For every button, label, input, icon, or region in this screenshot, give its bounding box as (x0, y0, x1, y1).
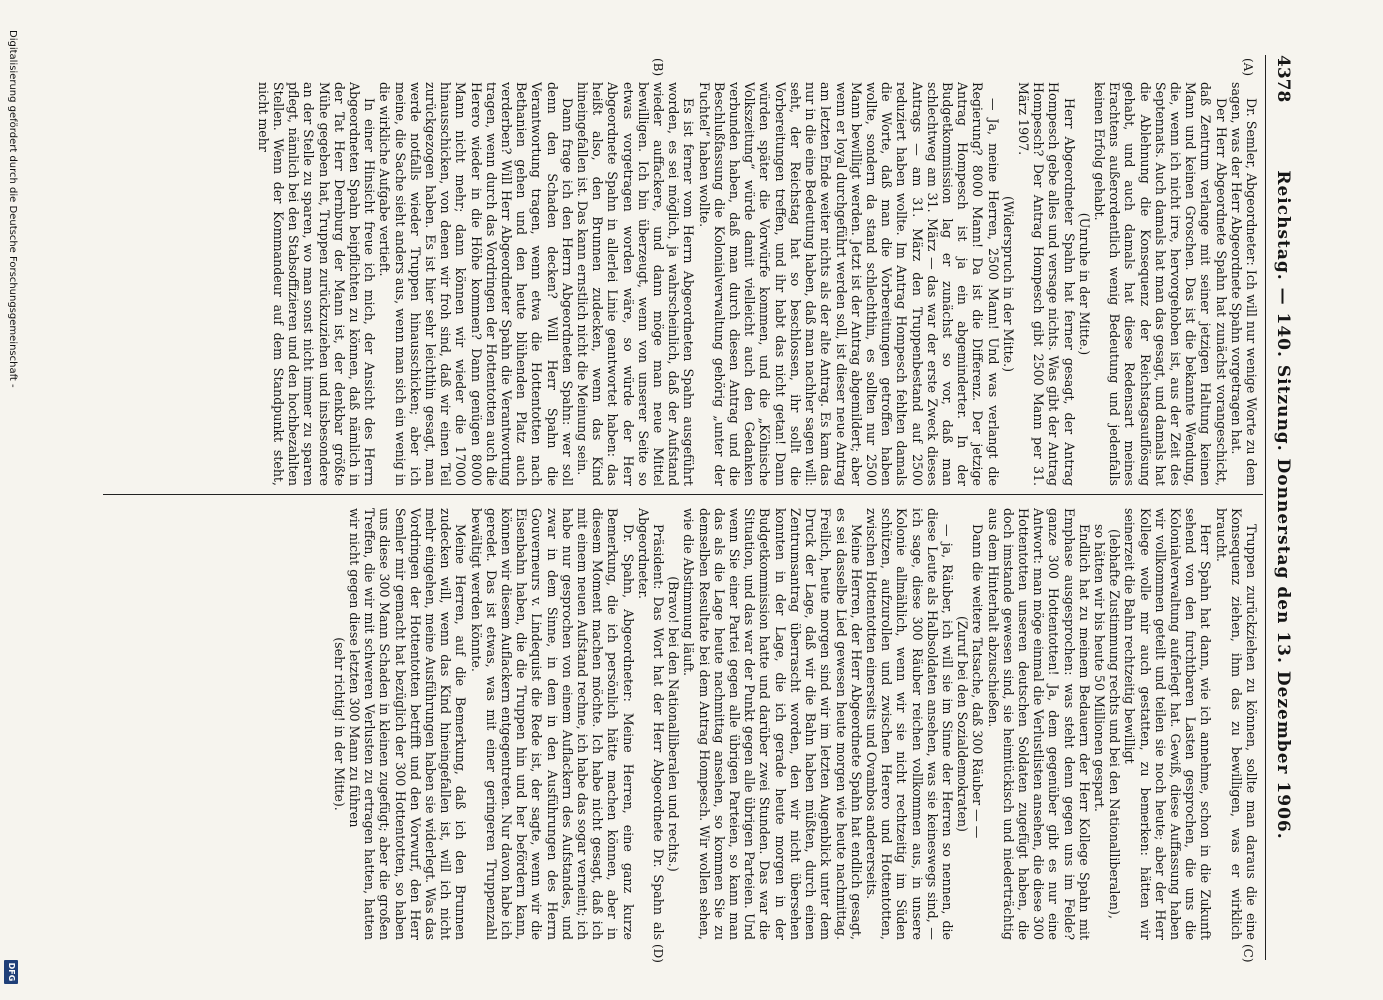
interjection: (Unruhe in der Mitte.) (1076, 212, 1092, 356)
interjection: (lebhafte Zustimmung rechts und bei den Nationalliberalen), (1107, 529, 1123, 919)
interjection: (Widerspruch in der Mitte.) (1000, 195, 1016, 373)
dfg-logo-icon: DFG (4, 960, 18, 984)
column-divider (103, 494, 1263, 495)
digitization-credit: Digitalisierung gefördert durch die Deutsche Forschungsgemeinschaft - (7, 30, 18, 388)
paragraph: so hätten wir bis heute 50 Millionen gespart. (1091, 524, 1107, 812)
digitization-footer (0, 0, 20, 1000)
page-title: Reichstag. — 140. Sitzung. Donnerstag den 13. Dezember 1906. (1273, 170, 1293, 840)
page-header (1269, 55, 1293, 955)
paragraph: Es ist ferner vom Herrn Abgeordneten Spahn ausgeführt worden, es sei möglich, ja wahrscheinlich, daß der Aufstand wieder auffackere, und dann möge man neue Mittel bewilligen. Ich bin überzeugt, wenn von unserer Seite so etwas vorgetragen worden wäre, so würde der Herr Abgeordnete Spahn in allerlei Linie geantwortet haben: das heißt also, den Brunnen zudecken, wenn das Kind hineingefallen ist. Das kann ernstlich nicht die Meinung sein. (575, 82, 697, 486)
paragraph: Herr Abgeordneter Spahn hat ferner gesagt, der Antrag Hompesch gebe alles und versage nichts. Was gibt der Antrag Hompesch? Der Antrag Hompesch gibt 2500 Mann per 31. März 1907. (1015, 82, 1077, 486)
paragraph: Meine Herren, auf die Bemerkung, daß ich den Brunnen zudecken will, wenn das Kind hineingefallen ist, will ich nicht mehr eingehen, meine Ausführungen haben sie widerlegt. Was das Vordringen der Hottentotten betrifft und den Vorwurf, den Herr Semler mir gemacht hat bezüglich der 300 Hottentotten, so haben uns diese 300 Mann Schaden in kleinen zugefügt; aber die großen Treffen, die wir mit schweren Verlusten zu ertragen hatten, hatten wir nicht gegen diese letzten 300 Mann zu führen (347, 508, 469, 940)
paragraph: Truppen zurückziehen zu können, sollte man daraus die eine Konsequenz ziehen, ihm das zu bewilligen, was er wirklich braucht. (1213, 508, 1259, 940)
paragraph: Endlich hat zu meinem Bedauern der Herr Kollege Spahn mit Emphase ausgesprochen: was steht denn gegen uns im Felde? ganze 300 Hottentotten! Ja, dem gegenüber gibt es nur eine Antwort: man möge einmal die Verlustlisten ansehen, die diese 300 Hottentotten unseren deutschen Soldaten zugefügt haben, die doch imstande gewesen sind, sie heimtückisch und niederträchtig aus dem Hinterhalt abzuschießen. (985, 508, 1092, 940)
interjection: (Zuruf bei den Sozialdemokraten) (955, 616, 971, 832)
paragraph: Dann die weitere Tatsache, daß 300 Räuber — — (970, 524, 986, 839)
paragraph: Meine Herren, der Herr Abgeordnete Spahn hat endlich gesagt, es sei dasselbe Lied gewesen heute morgen wie heute nachmittag. Freilich, heute morgen sind wir im letzten Augenblick unter dem Druck der Lage, daß wir die Bahn haben müßten, durch einen Zentrumsantrag überrascht worden, den wir nicht übersehen konnten in der Lage, die ich gerade heute morgen in der Budgetkommission hatte und darüber zwei Stunden. Das war die Situation, und das war der Punkt gegen alle übrigen Parteien. Und wenn Sie einer Partei gegen alle übrigen Parteien, so kann man das als die Lage heute nachmittag ansehen, so kommen Sie zu demselben Resultate bei dem Antrag Hompesch. Wir wollen sehen, wie die Abstimmung läuft. (681, 508, 864, 940)
margin-mark-c: (C) (1241, 944, 1255, 963)
header-rule (1265, 55, 1266, 960)
paragraph: Präsident: Das Wort hat der Herr Abgeordnete Dr. Spahn als Abgeordneter. (635, 508, 667, 940)
interjection: (sehr richtig! in der Mitte). (331, 637, 347, 811)
interjection: (Bravo! bei den Nationalliberalen und rechts.) (666, 576, 682, 872)
margin-mark-d: (D) (651, 944, 665, 963)
paragraph: Dr. Spahn, Abgeordneter: Meine Herren, eine ganz kurze Bemerkung, die ich persönlich hätte machen können, aber in diesem Moment machen möchte. Ich habe nicht gesagt, daß ich mit einem neuen Aufstand rechne, ich habe das sogar verneint; ich habe nur gesprochen von einem Auflackern des Aufstandes, und zwar in dem Sinne, in dem in den Ausführungen des Herrn Gouverneurs v. Lindequist die Rede ist, der sagte, wenn wir die Eisenbahn haben, die die Truppen hin und her befördern kann, können wir diesem Auflackern entgegentreten. Nur davon habe ich geredet. Das ist etwas, was mit einer geringeren Truppenzahl bewältigt werden könnte. (468, 508, 636, 940)
paragraph: Dr. Semler, Abgeordneter: Ich will nur wenige Worte zu dem sagen, was der Herr Abgeordnete Spahn vorgetragen hat. (1228, 82, 1259, 486)
right-column (84, 508, 1259, 940)
paragraph: Der Herr Abgeordnete Spahn hat zunächst vorangeschickt, daß Zentrum verlange mit seiner jetzigen Haltung keinen Mann und keinen Groschen. Das ist die bekannte Wendung, die, wenn ich nicht irre, hervorgehoben ist, aus der Zeit des Septennats. Auch damals hat man das gesagt, und damals hat die Ablehnung die Konsequenz der Reichstagsauflösung gehabt, und auch damals hat diese Redensart meines Erachtens außerordentlich wenig Bedeutung und jedenfalls keinen Erfolg gehabt. (1091, 82, 1229, 486)
paragraph: — Ja, meine Herren, 2500 Mann! Und was verlangt die Regierung? 8000 Mann! Da ist die Differenz. Der jetzige Antrag Hompesch ist ja ein abgeminderter. In der Budgetkommission lag er zunächst so vor, daß man schlechtweg am 31. März — das war der erste Zweck dieses Antrags — am 31. März den Truppenbestand auf 2500 reduziert haben wollte. Im Antrag Hompesch fehlten damals die Worte, daß man die Vorbereitungen getroffen haben wollte, sondern da stand schlechthin, es sollten nur 2500 Mann bewilligt werden. Jetzt ist der Antrag abgemildert; aber wenn er loyal durchgeführt werden soll, ist dieser neue Antrag am letzten Ende weiter nichts als der alte Antrag. Es kam das nur in die eine Bedeutung haben, daß man nachher sagen will: seht, der Reichstag hat so beschlossen, ihr sollt die Vorbereitungen treffen, und ihr habt das nicht getan! Dann würden später die Vorwürfe kommen, und die „Kölnische Volkszeitung“ würde damit vielleicht auch den Gedanken verbunden haben, daß man durch diesen Antrag und die Beschlußfassung die Kolonialverwaltung gehörig „unter der Fuchtel“ haben wollte. (696, 82, 1001, 486)
margin-mark-b: (B) (651, 58, 665, 77)
paragraph: Herr Spahn hat dann, wie ich annehme, schon in die Zukunft sehend von den furchtbaren Lasten gesprochen, die uns die Kolonialverwaltung auferlegt hat. Gewiß, diese Auffassung haben wir vollkommen geteilt und teilen sie noch heute; aber der Herr Kollege wolle mir auch gestatten, zu bemerken: hätten wir seinerzeit die Bahn rechtzeitig bewilligt (1122, 508, 1214, 940)
paragraph: — ja, Räuber, ich will sie im Sinne der Herren so nennen, die diese Leute als Halbsoldaten ansehen, was sie keineswegs sind, — ich sage, diese 300 Räuber reichen vollkommen aus, in unsere Kolonie allmählich, wenn wir sie nicht rechtzeitig im Süden schützen, aufzurollen und zwischen Herero und Hottentotten, zwischen Hottentotten einerseits und Ovambos andererseits. (863, 508, 955, 940)
left-column (84, 82, 1259, 486)
paragraph: In einer Hinsicht freue ich mich, der Ansicht des Herrn Abgeordneten Spahn beipflichten zu können, daß nämlich in der Tat Herr Dernburg der Mann ist, der denkbar größte Mühe gegeben hat, Truppen zurückzuziehen und insbesondere an der Stelle zu sparen, wo man sonst nicht immer zu sparen pflegt, nämlich bei den Stabsoffizieren und den hochbezahlten Stellen. Wenn der Kommandeur auf dem Standpunkt steht, nicht mehr (255, 82, 378, 486)
margin-mark-a: (A) (1241, 58, 1255, 77)
page-number: 4378 (1273, 55, 1293, 103)
paragraph: Dann frage ich den Herrn Abgeordneten Spahn: wer soll denn den Schaden decken? Will Herr Spahn die Verantwortung tragen, wenn etwa die Hottentotten nach Bethanien gehen und den heute blühenden Platz auch verderben? Will Herr Abgeordneter Spahn die Verantwortung tragen, wenn durch das Vordringen der Hottentotten auch die Herero wieder in die Höhe kommen? Dann genügen 8000 Mann nicht mehr; dann können wir wieder die 17000 hinausschicken, von denen wir froh sind, daß wir einen Teil zurückgezogen haben. Es ist hier sehr leichthin gesagt, man werde notfalls wieder Truppen hinausschicken; aber ich meine, die Sache sieht anders aus, wenn man sich ein wenig in die wirkliche Aufgabe vertieft. (377, 82, 575, 486)
